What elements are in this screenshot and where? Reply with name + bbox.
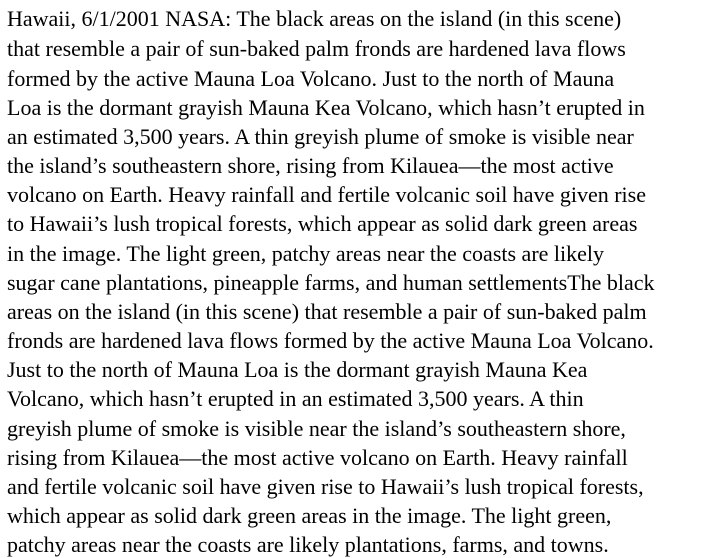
text-line: rising from Kilauea—the most active volcano on Earth. Heavy rainfall bbox=[7, 445, 628, 470]
text-line: to Hawaii’s lush tropical forests, which appear as solid dark green areas bbox=[7, 211, 638, 236]
text-line: Volcano, which hasn’t erupted in an estimated 3,500 years. A thin bbox=[7, 386, 584, 411]
text-line: patchy areas near the coasts are likely plantations, farms, and towns. bbox=[7, 532, 609, 557]
text-line: areas on the island (in this scene) that resemble a pair of sun-baked palm bbox=[7, 299, 647, 324]
text-line: that resemble a pair of sun-baked palm fronds are hardened lava flows bbox=[7, 36, 626, 61]
text-line: Hawaii, 6/1/2001 NASA: The black areas on the island (in this scene) bbox=[7, 6, 622, 31]
text-line: Just to the north of Mauna Loa is the dormant grayish Mauna Kea bbox=[7, 357, 588, 382]
text-line: volcano on Earth. Heavy rainfall and fertile volcanic soil have given rise bbox=[7, 182, 646, 207]
text-line: Loa is the dormant grayish Mauna Kea Volcano, which hasn’t erupted in bbox=[7, 95, 645, 120]
text-line: sugar cane plantations, pineapple farms, and human settlementsThe black bbox=[7, 270, 655, 295]
text-line: an estimated 3,500 years. A thin greyish plume of smoke is visible near bbox=[7, 124, 634, 149]
text-line: in the image. The light green, patchy areas near the coasts are likely bbox=[7, 241, 605, 266]
text-line: fronds are hardened lava flows formed by the active Mauna Loa Volcano. bbox=[7, 328, 654, 353]
text-line: and fertile volcanic soil have given rise to Hawaii’s lush tropical forests, bbox=[7, 474, 644, 499]
text-line: the island’s southeastern shore, rising from Kilauea—the most active bbox=[7, 153, 614, 178]
text-line: greyish plume of smoke is visible near the island’s southeastern shore, bbox=[7, 416, 626, 441]
text-line: formed by the active Mauna Loa Volcano. Just to the north of Mauna bbox=[7, 66, 615, 91]
text-line: which appear as solid dark green areas in the image. The light green, bbox=[7, 503, 612, 528]
